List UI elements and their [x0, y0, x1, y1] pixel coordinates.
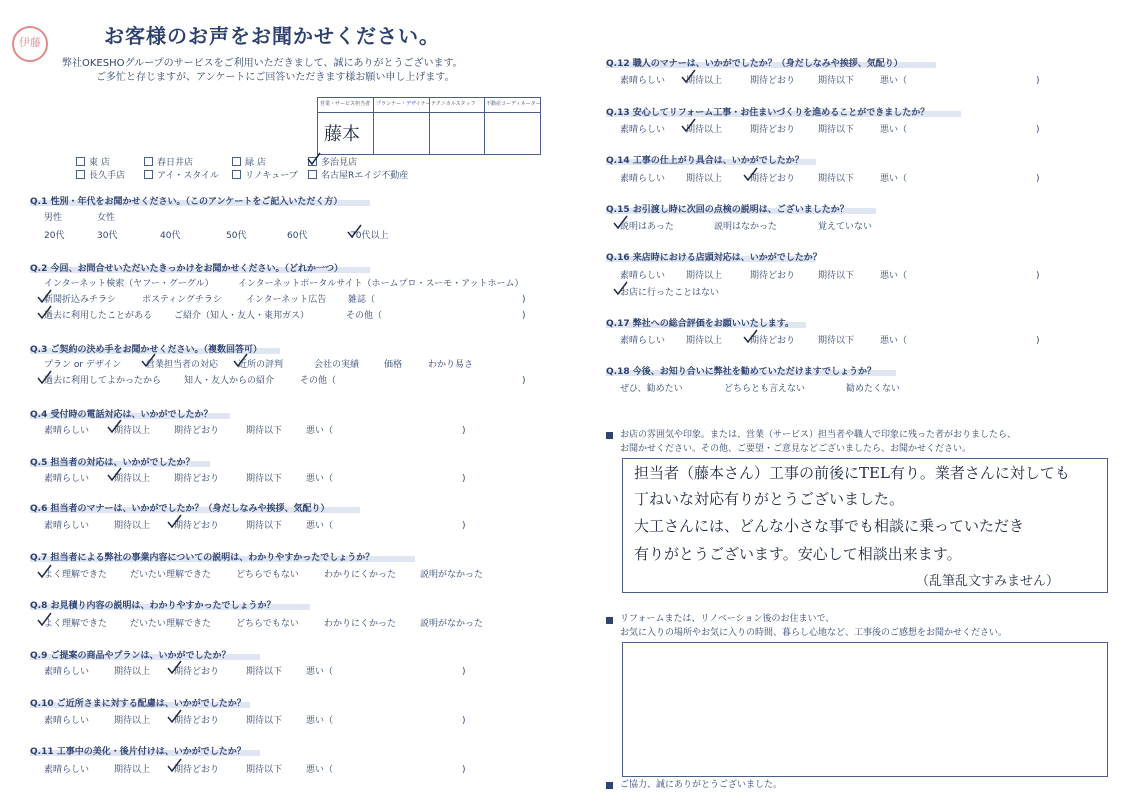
q2-other: その他（	[346, 311, 383, 321]
q9-bad: 悪い（	[306, 667, 334, 677]
q15-dont-remember: 覚えていない	[818, 222, 873, 232]
q16-expected: 期待どおり	[750, 271, 796, 281]
q2-past-use: 過去に利用したことがある	[44, 311, 153, 321]
q3-check-mark-1	[140, 353, 156, 367]
comment1-prompt-1: お店の雰囲気や印象。または、営業（サービス）担当者や職人で印象に残った者がおりましたら、	[620, 430, 1017, 440]
q17-bad-close: )	[1036, 336, 1040, 346]
staff-header-technical: テクニカルスタッフ	[431, 101, 476, 107]
q1-age-20: 20代	[44, 231, 65, 241]
q8-heading: Q.8 お見積り内容の説明は、わかりやすかったでしょうか？	[30, 601, 276, 611]
q11-below: 期待以下	[246, 765, 283, 775]
q9-excellent: 素晴らしい	[44, 667, 90, 677]
q10-bad-close: )	[462, 716, 466, 726]
q15-not-explained: 説明はなかった	[714, 222, 778, 232]
q1-age-40: 40代	[160, 231, 181, 241]
staff-table	[317, 97, 541, 155]
q8-neutral: どちらでもない	[236, 619, 299, 629]
q12-above: 期待以上	[686, 76, 723, 86]
q11-heading: Q.11 工事中の美化・後片付けは、いかがでしたか？	[30, 747, 246, 757]
q1-age-60: 60代	[287, 231, 308, 241]
store-midori: 緑 店	[232, 157, 266, 169]
q1-male: 男性	[44, 213, 63, 223]
q14-bad: 悪い（	[880, 174, 908, 184]
q7-heading: Q.7 担当者による弊社の事業内容についての説明は、わかりやすかったでしょうか？	[30, 553, 375, 563]
q5-excellent: 素晴らしい	[44, 474, 90, 484]
q17-bad: 悪い（	[880, 336, 908, 346]
q16-bad: 悪い（	[880, 271, 908, 281]
q15-explained: 説明はあった	[620, 222, 674, 232]
q9-bad-close: )	[462, 667, 466, 677]
q14-bad-close: )	[1036, 174, 1040, 184]
q6-bad: 悪い（	[306, 521, 334, 531]
footer-bullet	[606, 782, 613, 789]
q10-above: 期待以上	[114, 716, 151, 726]
q15-heading: Q.15 お引渡し時に次回の点検の説明は、ございましたか？	[606, 205, 849, 215]
comment2-prompt-2: お気に入りの場所やお気に入りの時間、暮らし心地など、工事後のご感想をお聞かせください。	[620, 628, 1008, 638]
store-nagakute: 長久手店	[76, 170, 125, 182]
q18-heading: Q.18 今後、お知り合いに弊社を勧めていただけますでしょうか？	[606, 367, 876, 377]
q13-check-mark	[680, 118, 696, 132]
q2-newspaper-flyer: 新聞折込みチラシ	[44, 295, 117, 305]
store-tajimi: 多治見店	[308, 157, 357, 169]
q7-understood-well: よく理解できた	[44, 570, 108, 580]
q18-not-recommend: 勧めたくない	[846, 384, 901, 394]
q2-magazine-close: )	[522, 295, 526, 305]
q13-bad: 悪い（	[880, 125, 908, 135]
q14-expected: 期待どおり	[750, 174, 796, 184]
q4-bad-close: )	[462, 426, 466, 436]
q6-below: 期待以下	[246, 521, 283, 531]
q2-heading: Q.2 今回、お問合せいただいたきっかけをお聞かせください。（どれか一つ）	[30, 264, 343, 274]
q3-price: 価格	[384, 360, 403, 370]
q1-age-30: 30代	[97, 231, 118, 241]
q12-bad: 悪い（	[880, 76, 908, 86]
q9-below: 期待以下	[246, 667, 283, 677]
q17-check-mark	[742, 329, 758, 343]
page-title: お客様のお声をお聞かせください。	[104, 24, 440, 48]
q12-below: 期待以下	[818, 76, 855, 86]
q17-below: 期待以下	[818, 336, 855, 346]
q10-expected: 期待どおり	[174, 716, 220, 726]
intro-line-2: ご多忙と存じますが、アンケートにご回答いただきます様お願い申し上げます。	[96, 72, 455, 83]
staff-header-planner: プランナー・デザイナー	[376, 101, 431, 107]
q3-friend-referral: 知人・友人からの紹介	[184, 376, 275, 386]
q11-bad-close: )	[462, 765, 466, 775]
q3-track-record: 会社の実績	[314, 360, 360, 370]
q5-bad: 悪い（	[306, 474, 334, 484]
q7-no-explanation: 説明がなかった	[420, 570, 484, 580]
q2-check-mark-1	[36, 289, 52, 303]
q4-excellent: 素晴らしい	[44, 426, 90, 436]
q7-mostly-understood: だいたい理解できた	[130, 570, 212, 580]
q13-expected: 期待どおり	[750, 125, 796, 135]
q9-above: 期待以上	[114, 667, 151, 677]
q11-bad: 悪い（	[306, 765, 334, 775]
q3-plan-design: プラン or デザイン	[44, 360, 122, 370]
q4-below: 期待以下	[246, 426, 283, 436]
comment1-prompt-2: お聞かせください。その他、ご要望・ご意見などございましたら、お聞かせください。	[620, 444, 972, 454]
q9-heading: Q.9 ご提案の商品やプランは、いかがでしたか？	[30, 651, 231, 661]
comment2-box	[622, 642, 1108, 777]
q8-understood-well: よく理解できた	[44, 619, 108, 629]
q13-below: 期待以下	[818, 125, 855, 135]
q3-neighborhood: 近所の評判	[238, 360, 284, 370]
store-kasugai: 春日井店	[144, 157, 193, 169]
q7-hard: わかりにくかった	[324, 570, 397, 580]
q6-excellent: 素晴らしい	[44, 521, 90, 531]
q6-expected: 期待どおり	[174, 521, 220, 531]
staff-header-sales: 営業・サービス担当者	[320, 101, 371, 107]
comment1-line-2: 丁ねいな対応有りがとうございました。	[634, 490, 905, 508]
q14-heading: Q.14 工事の仕上がり具合は、いかがでしたか？	[606, 156, 804, 166]
q16-check-mark	[612, 281, 628, 295]
q9-expected: 期待どおり	[174, 667, 220, 677]
store-check-mark	[306, 152, 322, 166]
q16-excellent: 素晴らしい	[620, 271, 666, 281]
comment2-prompt-1: リフォームまたは、リノベーション後のお住まいで、	[620, 614, 835, 624]
q10-below: 期待以下	[246, 716, 283, 726]
q14-above: 期待以上	[686, 174, 723, 184]
staff-header-realestate: 不動産コーディネーター	[486, 101, 541, 107]
q3-clarity: わかり易さ	[428, 360, 474, 370]
q5-bad-close: )	[462, 474, 466, 484]
q1-female: 女性	[97, 213, 116, 223]
q3-sales-staff: 営業担当者の対応	[146, 360, 219, 370]
q7-check-mark	[36, 564, 52, 578]
q10-heading: Q.10 ご近所さまに対する配慮は、いかがでしたか？	[30, 699, 246, 709]
q5-below: 期待以下	[246, 474, 283, 484]
q6-above: 期待以上	[114, 521, 151, 531]
q3-other-close: )	[522, 376, 526, 386]
q11-excellent: 素晴らしい	[44, 765, 90, 775]
q2-internet-ad: インターネット広告	[246, 295, 327, 305]
q2-other-close: )	[522, 311, 526, 321]
q14-excellent: 素晴らしい	[620, 174, 666, 184]
q2-check-mark-2	[36, 305, 52, 319]
q13-excellent: 素晴らしい	[620, 125, 666, 135]
comment1-line-1: 担当者（藤本さん）工事の前後にTEL有り。業者さんに対しても	[634, 464, 1070, 482]
q8-no-explanation: 説明がなかった	[420, 619, 484, 629]
q9-check-mark	[166, 660, 182, 674]
q11-expected: 期待どおり	[174, 765, 220, 775]
q5-check-mark	[106, 467, 122, 481]
q13-above: 期待以上	[686, 125, 723, 135]
q6-heading: Q.6 担当者のマナーは、いかがでしたか？（身だしなみや挨拶、気配り）	[30, 504, 330, 514]
intro-line-1: 弊社OKESHOグループのサービスをご利用いただきまして、誠にありがとうございます。	[62, 58, 463, 69]
q5-expected: 期待どおり	[174, 474, 220, 484]
q8-hard: わかりにくかった	[324, 619, 397, 629]
q1-age-50: 50代	[226, 231, 247, 241]
q7-neutral: どちらでもない	[236, 570, 299, 580]
q10-bad: 悪い（	[306, 716, 334, 726]
store-nagoya-rage: 名古屋Rエイジ不動産	[308, 170, 408, 182]
comment1-line-4: 有りがとうございます。安心して相談出来ます。	[634, 545, 962, 563]
store-istyle: アイ・スタイル	[144, 170, 219, 182]
q4-heading: Q.4 受付時の電話対応は、いかがでしたか？	[30, 410, 213, 420]
q3-other: その他（	[300, 376, 337, 386]
q15-check-mark	[612, 215, 628, 229]
store-renocube: リノキューブ	[232, 170, 298, 182]
q2-posting-flyer: ポスティングチラシ	[142, 295, 222, 305]
q1-age-70plus: 70代以上	[350, 231, 389, 241]
q3-check-mark-2	[232, 353, 248, 367]
q4-bad: 悪い（	[306, 426, 334, 436]
q2-referral: ご紹介（知人・友人・東邦ガス）	[174, 311, 310, 321]
comment1-line-3: 大工さんには、どんな小さな事でも相談に乗っていただき	[634, 517, 1025, 535]
q2-magazine: 雑誌（	[348, 295, 376, 305]
q3-past-good: 過去に利用してよかったから	[44, 376, 162, 386]
q11-check-mark	[166, 758, 182, 772]
q2-portal-site: インターネットポータルサイト（ホームプロ・スーモ・アットホーム）	[238, 279, 524, 289]
comment1-bullet	[606, 432, 613, 439]
sales-staff-name: 藤本	[324, 124, 360, 145]
q4-expected: 期待どおり	[174, 426, 220, 436]
q14-check-mark	[742, 167, 758, 181]
q13-bad-close: )	[1036, 125, 1040, 135]
q12-expected: 期待どおり	[750, 76, 796, 86]
q16-heading: Q.16 来店時における店頭対応は、いかがでしたか？	[606, 253, 822, 263]
q1-heading: Q.1 性別・年代をお聞かせください。（このアンケートをご記入いただく方）	[30, 197, 343, 207]
q14-below: 期待以下	[818, 174, 855, 184]
comment1-line-5: （乱筆乱文すみません）	[916, 574, 1060, 589]
q10-excellent: 素晴らしい	[44, 716, 90, 726]
q16-bad-close: )	[1036, 271, 1040, 281]
q17-excellent: 素晴らしい	[620, 336, 666, 346]
q3-check-mark-3	[36, 370, 52, 384]
q8-mostly-understood: だいたい理解できた	[130, 619, 212, 629]
q8-check-mark	[36, 612, 52, 626]
q4-above: 期待以上	[114, 426, 151, 436]
q18-recommend: ぜひ、勧めたい	[620, 384, 683, 394]
q12-excellent: 素晴らしい	[620, 76, 666, 86]
q6-check-mark	[166, 514, 182, 528]
q1-check-mark	[346, 224, 362, 238]
q13-heading: Q.13 安心してリフォーム工事・お住まいづくりを進めることができましたか？	[606, 108, 930, 118]
q2-internet-search: インターネット検索（ヤフー・グーグル）	[44, 279, 214, 289]
q16-above: 期待以上	[686, 271, 723, 281]
q17-above: 期待以上	[686, 336, 723, 346]
q4-check-mark	[106, 419, 122, 433]
footer-thanks: ご協力、誠にありがとうございました。	[620, 780, 783, 790]
q16-below: 期待以下	[818, 271, 855, 281]
q17-heading: Q.17 弊社への総合評価をお願いいたします。	[606, 319, 795, 329]
stamp-seal: 伊藤	[12, 26, 48, 62]
q5-above: 期待以上	[114, 474, 151, 484]
store-higashi: 東 店	[76, 157, 110, 169]
q11-above: 期待以上	[114, 765, 151, 775]
q6-bad-close: )	[462, 521, 466, 531]
q18-neutral: どちらとも言えない	[724, 384, 806, 394]
q3-heading: Q.3 ご契約の決め手をお聞かせください。（複数回答可）	[30, 345, 262, 355]
comment2-bullet	[606, 617, 613, 624]
q5-heading: Q.5 担当者の対応は、いかがでしたか？	[30, 458, 195, 468]
q10-check-mark	[166, 709, 182, 723]
q12-heading: Q.12 職人のマナーは、いかがでしたか？（身だしなみや挨拶、気配り）	[606, 59, 903, 69]
q16-never-visited: お店に行ったことはない	[620, 288, 720, 298]
q17-expected: 期待どおり	[750, 336, 796, 346]
q12-bad-close: )	[1036, 76, 1040, 86]
q12-check-mark	[680, 69, 696, 83]
